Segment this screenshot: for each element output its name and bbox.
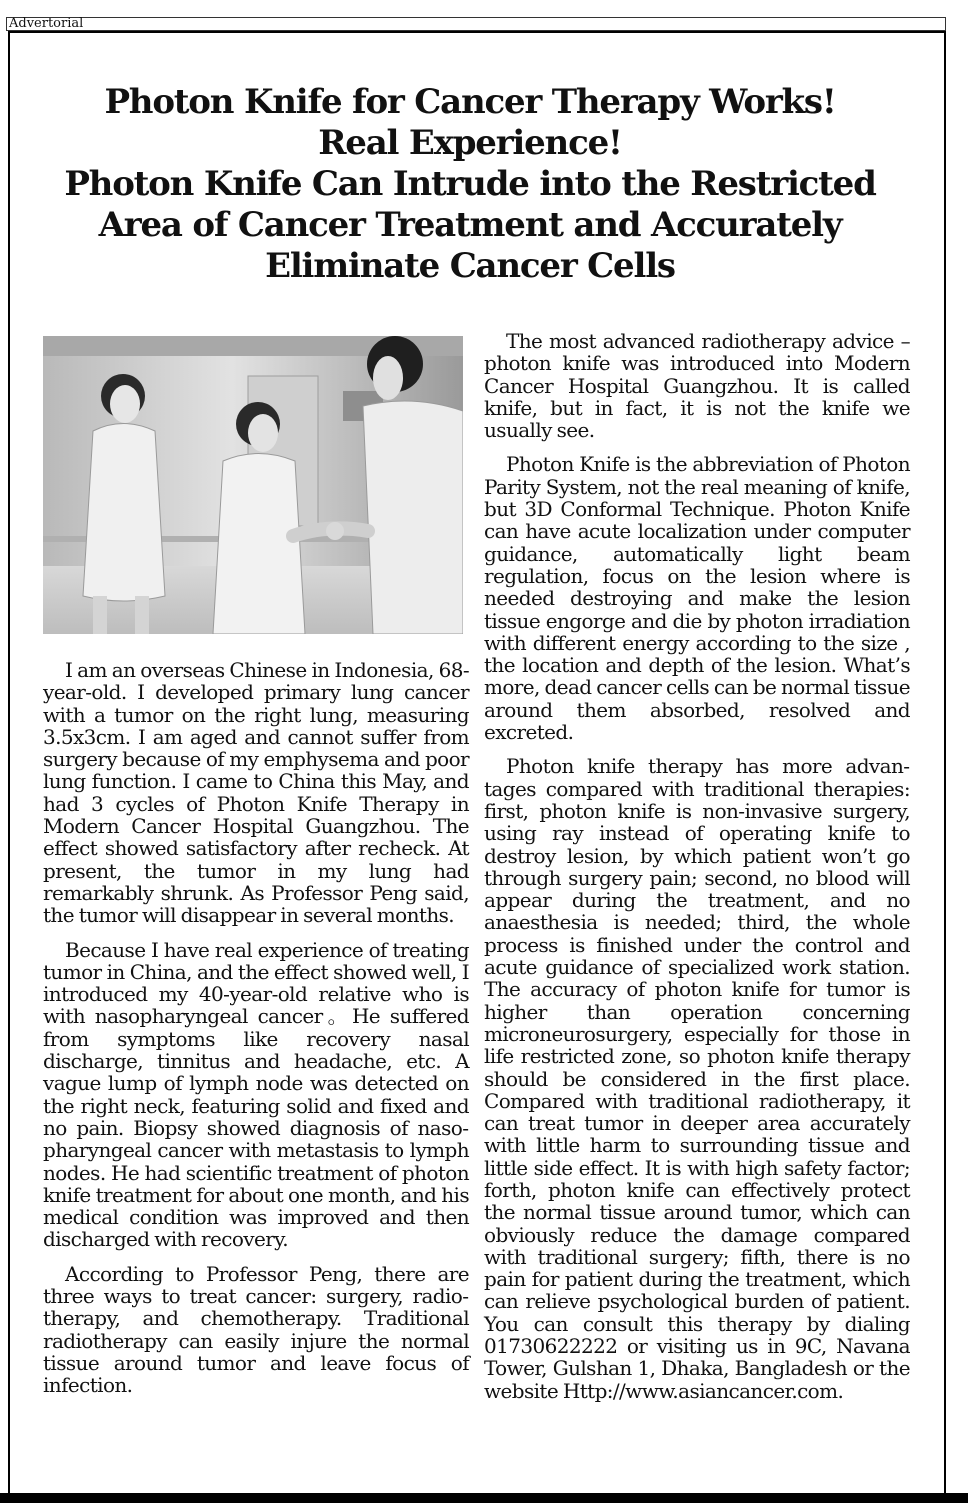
advertorial-label: Advertorial (6, 17, 946, 31)
headline-line: Photon Knife for Cancer Therapy Works! (104, 82, 836, 122)
paragraph: Photon Knife is the abbreviation of Photon Parity System, not the real meaning of knife, but 3D Conformal Technique. Photon Knife can have acute localization under computer guidance, automatically light beam regulation, focus on the lesion where is needed destroying and make the lesion tissue engorge and die by photon irradiation with different energy according to the size , the location and depth of the lesion. What’s more, dead cancer cells can be normal tissue around them absorbed, resolved and excreted. (484, 452, 911, 745)
left-column (43, 659, 469, 1409)
headline-line: Real Experience! (318, 123, 622, 163)
paragraph: According to Professor Peng, there are three ways to treat cancer: surgery, radiotherapy, and chemotherapy. Traditional radiotherapy can easily injure the normal tissue around tumor and leave focus of infection. (43, 1261, 469, 1398)
bottom-bar (0, 1493, 968, 1503)
paragraph: Because I have real experience of treating tumor in China, and the effect showed well, I introduced my 40-year-old relative who is with nasopharyngeal cancer。He suffered from symptoms like recovery nasal discharge, tinnitus and headache, etc. A vague lump of lymph node was detected on the right neck, featuring solid and fixed and no pain. Biopsy showed diagnosis of nasopharyngeal cancer with metastasis to lymph nodes. He had scientific treatment of photon knife treatment for about one month, and his medical condition was improved and then discharged with recovery. (43, 937, 469, 1252)
headline-line: Photon Knife Can Intrude into the Restricted (64, 164, 876, 204)
paragraph: The most advanced radiotherapy advice –photon knife was introduced into Modern Cancer Hospital Guangzhou. It is called knife, but in fact, it is not the knife we usually see. (484, 329, 910, 443)
paragraph: I am an overseas Chinese in Indonesia, 68-year-old. I developed primary lung cancer with a tumor on the right lung, measuring 3.5x3cm. I am aged and cannot suffer from surgery because of my emphysema and poor lung function. I came to China this May, and had 3 cycles of Photon Knife Therapy in Modern Cancer Hospital Guangzhou. The effect showed satisfactory after recheck. At present, the tumor in my lung had remarkably shrunk. As Professor Peng said, the tumor will disappear in several months. (43, 658, 469, 928)
headline (30, 82, 910, 287)
right-column (484, 330, 910, 1414)
headline-line: Area of Cancer Treatment and Accurately (98, 205, 842, 245)
hospital-photo (43, 336, 463, 634)
headline-line: Eliminate Cancer Cells (265, 246, 675, 286)
paragraph: Photon knife therapy has more advantages compared with traditional therapies: first, photon knife is non-invasive surgery, using ray instead of operating knife to destroy lesion, by which patient won’t go through surgery pain; second, no blood will appear during the treatment, and no anaesthesia is needed; third, the whole process is finished under the control and acute guidance of specialized work station. The accuracy of photon knife for tumor is higher than operation concerning microneurosurgery, especially for those in life restricted zone, so photon knife therapy should be considered in the first place. Compared with traditional radiotherapy, it can treat tumor in deeper area accurately with little harm to surrounding tissue and little side effect. It is with high safety factor; forth, photon knife can effectively protect the normal tissue around tumor, which can obviously reduce the damage compared with traditional surgery; fifth, there is no pain for patient during the treatment, which can relieve psychological burden of patient. You can consult this therapy by dialing 01730622222 or visiting us in 9C, Navana Tower, Gulshan 1, Dhaka, Bangladesh or the website Http://www.asiancancer.com. (484, 754, 910, 1403)
